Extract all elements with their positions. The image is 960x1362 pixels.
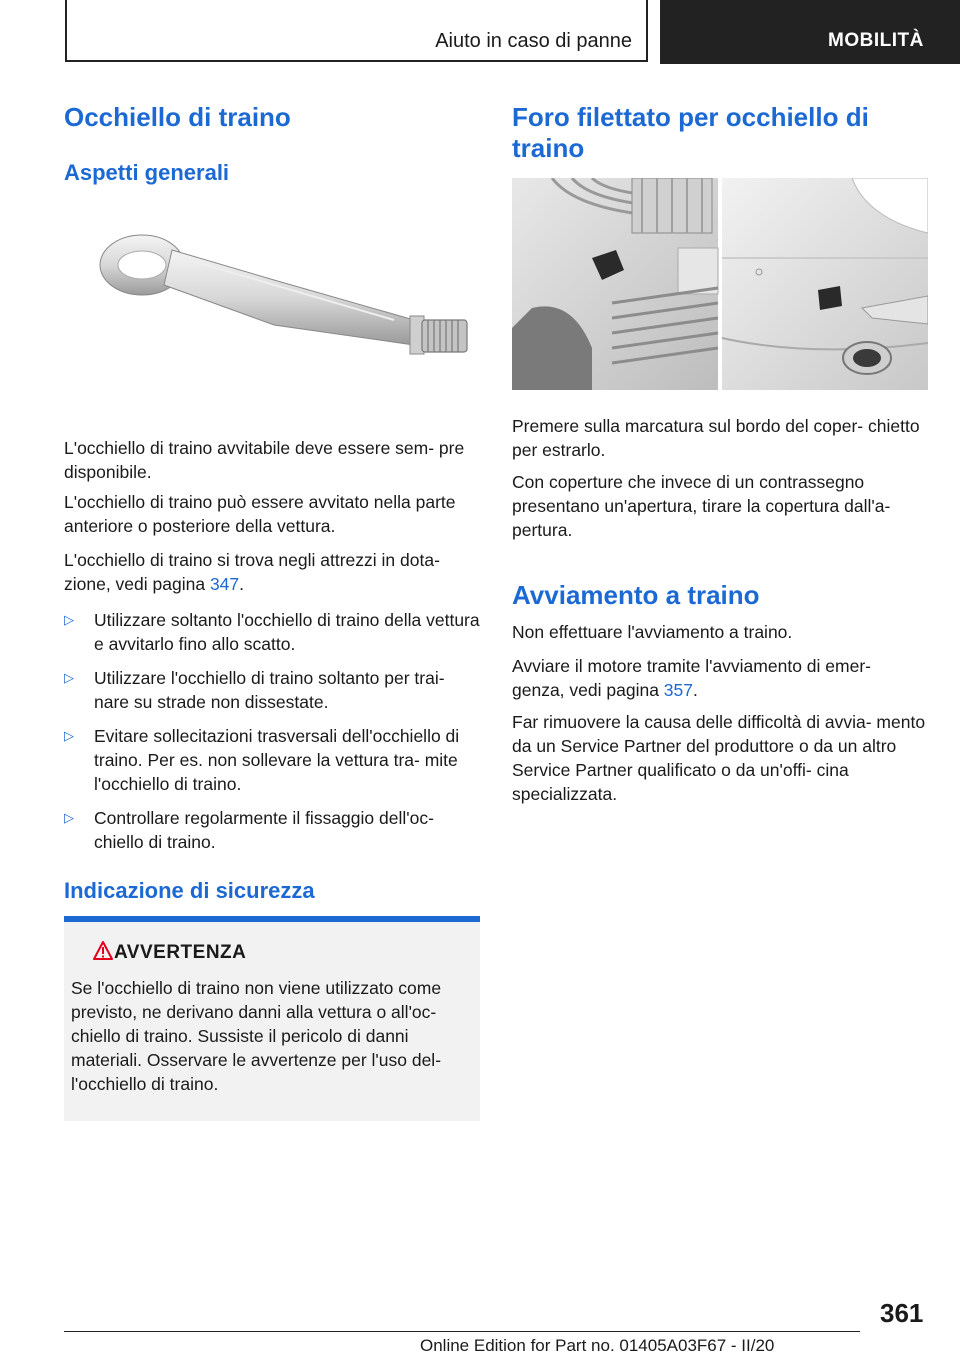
header-section-box bbox=[65, 0, 648, 62]
para-no-tow-start: Non effettuare l'avviamento a traino. bbox=[512, 622, 793, 642]
chapter-tab bbox=[660, 0, 960, 64]
para-tool-kit-end: . bbox=[239, 574, 245, 594]
page-link-347[interactable]: 347 bbox=[209, 574, 240, 594]
warning-triangle-icon bbox=[93, 941, 113, 961]
para-tool-kit-text: L'occhiello di traino si trova negli attrezzi in dota‐ zione, vedi pagina bbox=[64, 550, 440, 594]
para-always-available: L'occhiello di traino avvitabile deve essere sem‐ pre disponibile. bbox=[64, 438, 465, 482]
heading-threaded-hole: Foro filettato per occhiello di traino bbox=[512, 102, 869, 163]
bullet-text: Evitare sollecitazioni trasversali dell'occhiello di traino. Per es. non sollevare la vettura tra‐ mite l'occhiello di traino. bbox=[94, 726, 460, 794]
para-press-marking: Premere sulla marcatura sul bordo del coper‐ chietto per estrarlo. bbox=[512, 416, 920, 460]
bullet-text: Controllare regolarmente il fissaggio dell'oc‐ chiello di traino. bbox=[94, 808, 434, 852]
page-link-357[interactable]: 357 bbox=[663, 680, 693, 700]
heading-tow-eye: Occhiello di traino bbox=[64, 102, 291, 132]
subheading-general: Aspetti generali bbox=[64, 160, 230, 185]
warning-body: Se l'occhiello di traino non viene utilizzato come previsto, ne derivano danni alla vettura o all'oc‐ chiello di traino. Sussiste il pericolo di danni materiali. Osservare le avvertenze per l'uso del‐ l'occhiello di traino. bbox=[71, 978, 442, 1094]
warning-title: AVVERTENZA bbox=[114, 942, 247, 963]
chapter-tab-label: MOBILITÀ bbox=[828, 30, 924, 51]
bullet-text: Utilizzare l'occhiello di traino soltanto per trai‐ nare su strade non dissestate. bbox=[94, 668, 445, 712]
bullet-text: Utilizzare soltanto l'occhiello di traino della vettura e avvitarlo fino allo scatto. bbox=[94, 610, 480, 654]
bullet-triangle-icon: ▷ bbox=[64, 810, 74, 825]
footer-divider bbox=[64, 1331, 860, 1332]
para-jump-start-end: . bbox=[693, 680, 698, 700]
para-front-rear: L'occhiello di traino può essere avvitato nella parte anteriore o posteriore della vettura. bbox=[64, 492, 456, 536]
page-header bbox=[0, 0, 960, 64]
tow-eye-illustration bbox=[94, 220, 474, 390]
para-jump-start-text: Avviare il motore tramite l'avviamento di emer‐ genza, vedi pagina bbox=[512, 656, 871, 700]
bumper-cover-photos bbox=[512, 178, 928, 390]
footer-edition: Online Edition for Part no. 01405A03F67 - II/20 bbox=[420, 1336, 775, 1355]
para-tool-kit bbox=[64, 548, 480, 596]
para-opening-cover: Con coperture che invece di un contrassegno presentano un'apertura, tirare la copertura dall'a‐ pertura. bbox=[512, 472, 891, 540]
warning-box bbox=[64, 916, 480, 1121]
bullet-triangle-icon: ▷ bbox=[64, 612, 74, 627]
page-number: 361 bbox=[880, 1298, 924, 1328]
subheading-safety: Indicazione di sicurezza bbox=[64, 878, 315, 903]
warning-accent-bar bbox=[64, 916, 480, 922]
para-service-partner: Far rimuovere la causa delle difficoltà di avvia‐ mento da un Service Partner del produttore o da un altro Service Partner qualificato o da un'offi‐ cina specializzata. bbox=[512, 712, 926, 804]
bullet-triangle-icon: ▷ bbox=[64, 728, 74, 743]
para-jump-start bbox=[512, 654, 928, 702]
header-section-title: Aiuto in caso di panne bbox=[435, 30, 632, 52]
heading-tow-start: Avviamento a traino bbox=[512, 580, 760, 610]
bullet-triangle-icon: ▷ bbox=[64, 670, 74, 685]
